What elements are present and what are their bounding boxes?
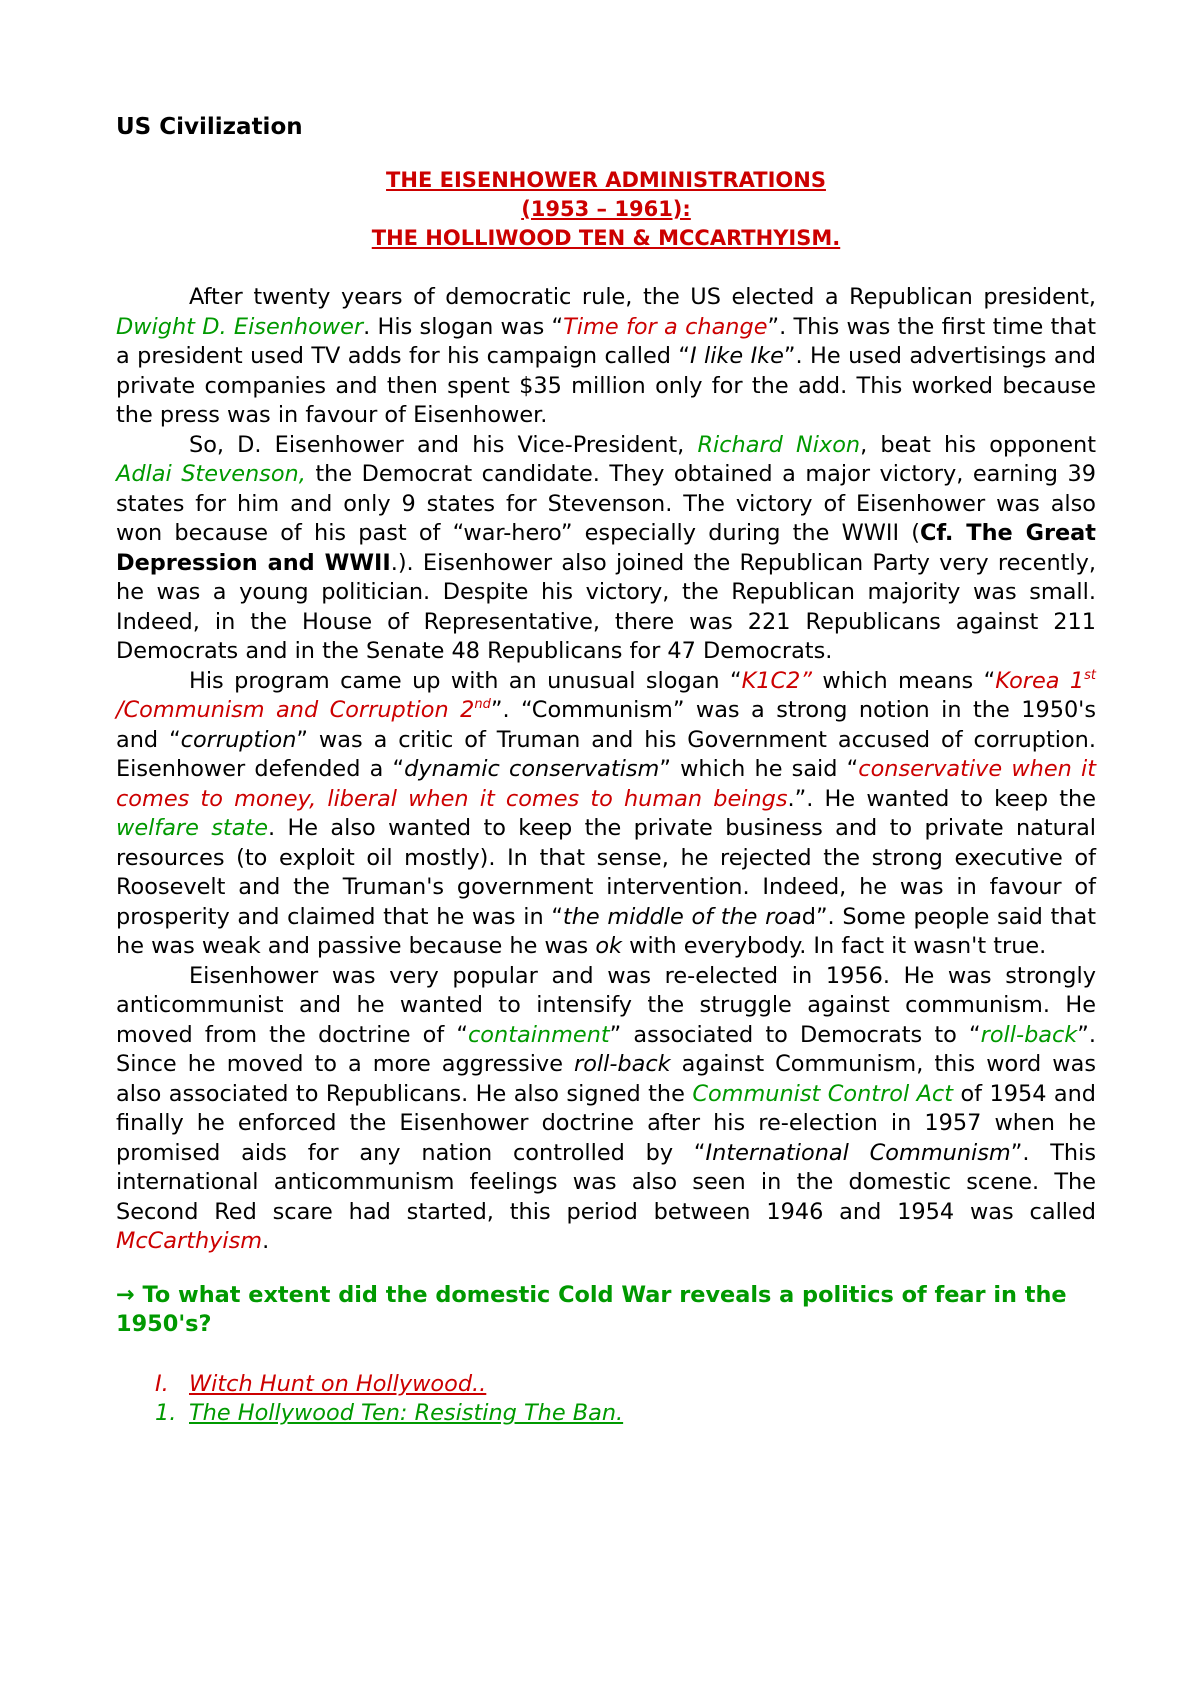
emphasis-roll-back: roll-back	[573, 1051, 671, 1077]
text-run: ”. He used advertisings and private companies and then spent $35 million only for the add. This worked because the press was in favour of Eisenhower.	[116, 343, 1096, 428]
highlight-k1c2: K1C2”	[741, 667, 813, 694]
emphasis-ok: ok	[595, 933, 623, 959]
outline-item-section-1	[116, 1399, 1096, 1429]
outline-item-part-1	[116, 1370, 1096, 1400]
text-run: ” was a critic of Truman and his Government accused of corruption. Eisenhower defended a “	[116, 726, 1096, 782]
outline-number: I.	[155, 1370, 169, 1397]
document-page	[116, 112, 1096, 1429]
emphasis-international-communism: International Communism	[705, 1139, 1011, 1166]
text-run: ” associated to Democrats to “	[609, 1021, 981, 1048]
highlight-stevenson: Adlai Stevenson,	[116, 461, 306, 487]
emphasis-i-like-ike: I like Ike	[689, 343, 784, 369]
text-run: the Democrat candidate. They obtained a major victory, earning 39 states for him and only 9 states for Stevenson. The victory of Eisenhower was also won because of his past of “war-hero” especially during the WWII (	[116, 461, 1096, 546]
text-run: Korea 1	[995, 667, 1085, 694]
text-run: which means “	[812, 667, 996, 694]
text-run: Eisenhower was very popular and was re-elected in 1956. He was strongly anticommunist and he wanted to intensify the struggle against communism. He moved from the doctrine of “	[116, 962, 1096, 1048]
highlight-slogan: Time for a change	[563, 313, 768, 340]
text-run: d”. Some people said that he was weak and passive because he was	[116, 903, 1096, 959]
outline-list	[116, 1370, 1096, 1429]
text-run: .”. He wanted to keep the	[787, 785, 1096, 812]
bold-reference: Cf. The Great Depression and WWII	[116, 520, 1096, 576]
text-run: . His slogan was “	[363, 313, 564, 340]
outline-text: The Hollywood Ten: Resisting The Ban.	[189, 1400, 624, 1426]
highlight-mccarthyism: McCarthyism	[116, 1228, 263, 1254]
course-label: US Civilization	[116, 114, 303, 140]
text-run: .	[262, 1228, 270, 1254]
paragraph-1	[116, 283, 1096, 431]
paragraph-2	[116, 431, 1096, 667]
emphasis-corruption: corruption	[180, 726, 297, 753]
paragraph-4	[116, 962, 1096, 1257]
highlight-eisenhower: Dwight D. Eisenhower	[116, 313, 364, 340]
highlight-welfare-state: welfare state	[116, 815, 268, 841]
emphasis-dynamic-conservatism: dynamic conservatism	[404, 756, 660, 782]
text-run: , beat his opponent	[860, 431, 1097, 458]
outline-text: Witch Hunt on Hollywood..	[189, 1370, 487, 1397]
text-run: /Communism and Corruption 2	[116, 697, 475, 723]
emphasis-middle-road: the middle of the roa	[562, 903, 802, 930]
text-run: ” which he said “	[659, 756, 859, 782]
highlight-quote: conservative when it comes to money, liberal when it comes to human beings	[116, 756, 1096, 812]
title-line-3: THE HOLLIWOOD TEN & MCCARTHYISM.	[371, 226, 841, 250]
highlight-control-act: Communist Control Act	[692, 1080, 954, 1107]
paragraph-3	[116, 667, 1096, 962]
text-run: ”. This was the first time that a president used TV adds for his campaign called “	[116, 313, 1096, 369]
superscript: nd	[474, 697, 491, 712]
text-run: ”. “Communism” was a strong notion in the 1950's and “	[116, 697, 1097, 753]
text-run: His program came up with an unusual slogan “	[189, 667, 742, 694]
text-run: ”. Since he moved to a more aggressive	[116, 1021, 1096, 1077]
text-run: After twenty years of democratic rule, the US elected a Republican president,	[189, 284, 1096, 310]
superscript: st	[1084, 667, 1097, 683]
text-run: .). Eisenhower also joined the Republican Party very recently, he was a young politician. Despite his victory, the Republican majority was small. Indeed, in the House of Representative, there was 221 Republicans against 211 Democrats and in the Senate 48 Republicans for 47 Democrats.	[116, 549, 1097, 664]
title-line-1: THE EISENHOWER ADMINISTRATIONS	[386, 168, 826, 192]
highlight-containment: containment	[468, 1021, 610, 1048]
text-run: of 1954 and finally he enforced the Eisenhower doctrine after his re-election in 1957 when he promised aids for any nation controlled by “	[116, 1080, 1097, 1166]
highlight-nixon: Richard Nixon	[697, 431, 861, 458]
text-run: against Communism, this word was also associated to Republicans. He also signed the	[116, 1051, 1096, 1107]
text-run: So, D. Eisenhower and his Vice-President,	[189, 431, 698, 458]
title-line-2: (1953 – 1961):	[521, 197, 691, 221]
outline-number: 1.	[155, 1400, 177, 1426]
highlight-roll-back: roll-back	[980, 1021, 1078, 1048]
document-title	[116, 166, 1096, 253]
research-question: → To what extent did the domestic Cold War reveals a politics of fear in the 1950's?	[116, 1281, 1067, 1337]
text-run: with everybody. In fact it wasn't true.	[622, 933, 1047, 959]
text-run: . He also wanted to keep the private business and to private natural resources (to exploit oil mostly). In that sense, he rejected the strong executive of Roosevelt and the Truman's government intervention. Indeed, he was in favour of prosperity and claimed that he was in “	[116, 815, 1097, 930]
text-run: ”. This international anticommunism feelings was also seen in the domestic scene. The Second Red scare had started, this period between 1946 and 1954 was called	[116, 1139, 1097, 1225]
